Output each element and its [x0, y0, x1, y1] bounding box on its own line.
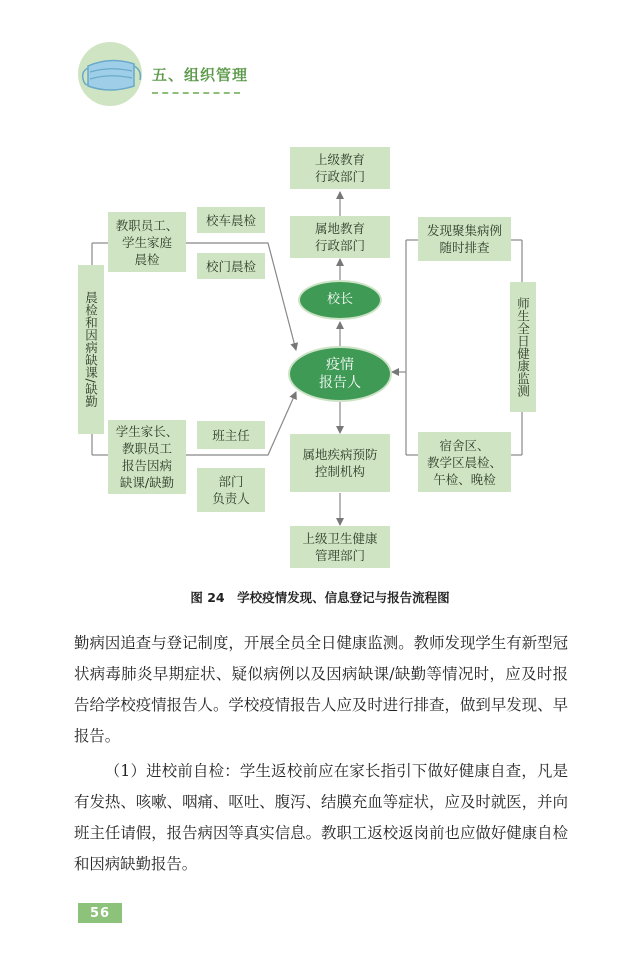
box-staff-family-check: 教职员工、 学生家庭 晨检	[108, 212, 186, 272]
box-bus-check: 校车晨检	[197, 207, 265, 233]
body-paragraph-2: （1）进校前自检：学生返校前应在家长指引下做好健康自查，凡是有发热、咳嗽、咽痛、呕吐、腹泻、结膜充血等症状，应及时就医，并向班主任请假，报告病因等真实信息。教职工返校返岗前也应做好健康自检和因病缺勤报告。	[74, 762, 568, 873]
oval-principal: 校长	[298, 280, 382, 320]
box-upper-health-dept: 上级卫生健康 管理部门	[290, 526, 390, 568]
page-number: 56	[78, 903, 122, 923]
box-local-education-dept: 属地教育 行政部门	[290, 216, 390, 258]
box-gate-check: 校门晨检	[197, 253, 265, 279]
box-local-cdc: 属地疾病预防 控制机构	[290, 434, 390, 492]
box-dept-head: 部门 负责人	[197, 468, 265, 512]
box-class-teacher: 班主任	[197, 421, 265, 449]
section-title: 五、组织管理	[152, 66, 249, 84]
box-dorm-teaching-check: 宿舍区、 教学区晨检、 午检、晚检	[418, 432, 511, 492]
box-cluster-screening: 发现聚集病例 随时排查	[418, 217, 511, 261]
oval-epidemic-reporter: 疫情 报告人	[288, 346, 392, 402]
box-parent-staff-report: 学生家长、 教职员工 报告因病 缺课/缺勤	[108, 420, 186, 494]
box-upper-education-dept: 上级教育 行政部门	[290, 147, 390, 189]
figure-caption: 图 24 学校疫情发现、信息登记与报告流程图	[190, 590, 450, 605]
body-paragraph-1: 勤病因追查与登记制度，开展全员全日健康监测。教师发现学生有新型冠状病毒肺炎早期症状、疑似病例以及因病缺课/缺勤等情况时，应及时报告给学校疫情报告人。学校疫情报告人应及时进行排查，做到早发现、早报告。	[74, 634, 568, 745]
box-all-day-monitoring: 师生全日健康监测	[510, 282, 536, 412]
box-morning-check-absence: 晨检和因病缺课/缺勤	[78, 265, 104, 434]
